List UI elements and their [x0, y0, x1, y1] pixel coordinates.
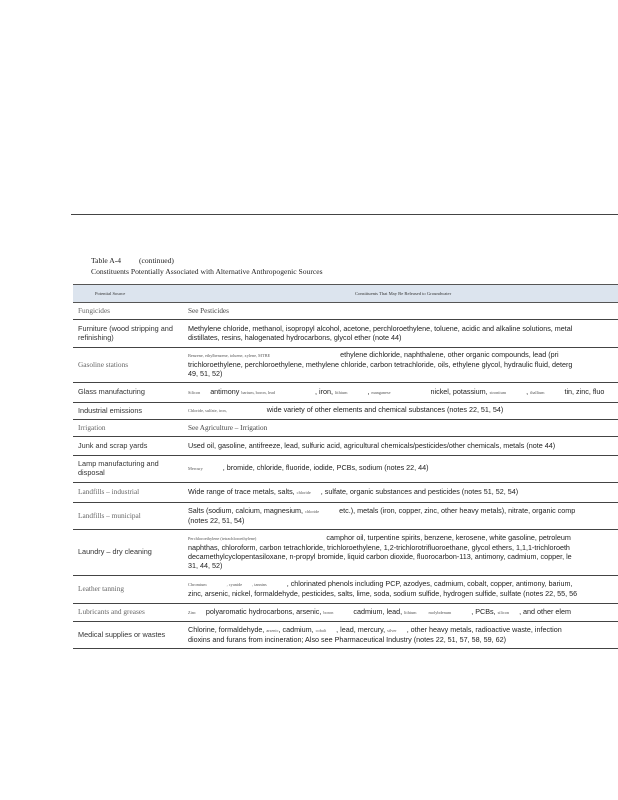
- source-cell: Laundry – dry cleaning: [78, 547, 152, 557]
- small-text: Mercury: [188, 466, 203, 472]
- constituents-cell: [183, 622, 618, 649]
- top-rule: [71, 214, 618, 215]
- constituents-text: ,: [526, 386, 529, 396]
- source-cell: Fungicides: [78, 305, 111, 315]
- table-row: [73, 604, 618, 622]
- constituents-cell: See Pesticides: [188, 306, 229, 315]
- constituents-line: 49, 51, 52): [188, 368, 223, 378]
- constituents-text: etc.), metals (iron, copper, zinc, other heavy metals), nitrate, organic comp: [339, 505, 576, 515]
- constituents-text: , PCBs,: [471, 606, 496, 616]
- constituents-cell: [183, 604, 618, 622]
- constituents-line: zinc, arsenic, nickel, formaldehyde, pesticides, salts, lime, soda, sodium sulfide, hydrogen sulfide, sulfate (notes 22, 55, 56: [188, 589, 578, 598]
- source-cell: Gasoline stations: [78, 359, 129, 369]
- constituents-line: (notes 22, 51, 54): [188, 515, 245, 525]
- small-text: chloride: [305, 508, 320, 514]
- constituents-cell: [183, 576, 618, 604]
- table-number: Table A-4: [91, 256, 122, 265]
- table-row: [73, 403, 618, 420]
- small-text: Zinc: [188, 609, 196, 615]
- small-text: Benzene, ethylbenzene, toluene, xylene, MTBE: [188, 353, 271, 359]
- source-cell: Glass manufacturing: [78, 387, 145, 397]
- small-text: chloride: [296, 489, 311, 495]
- constituents-line: naphthas, chloroform, carbon tetrachloride, trichloroethylene, 1,2-trichlorotrifluoroethane, glycol ethers, 1,1,1-trichloroeth: [188, 543, 570, 553]
- source-cell: Lubricants and greases: [78, 607, 145, 617]
- constituents-text: polyaromatic hydrocarbons, arsenic,: [205, 606, 322, 616]
- constituents-line: 31, 44, 52): [188, 560, 223, 570]
- source-cell: Landfills – industrial: [78, 487, 140, 497]
- small-text: lithium: [335, 389, 348, 395]
- constituents-text: nickel, potassium,: [430, 386, 488, 396]
- table-row: [73, 456, 618, 483]
- table-row: [73, 622, 618, 649]
- table-header-row: [73, 285, 618, 303]
- table-row: [73, 303, 618, 320]
- small-text: manganese: [371, 389, 391, 395]
- source-cell: Medical supplies or wastes: [78, 629, 166, 639]
- table-row: [73, 437, 618, 456]
- small-text: boron: [323, 609, 334, 615]
- table-row: [73, 576, 618, 604]
- source-cell: Junk and scrap yards: [78, 440, 148, 450]
- small-text: silver: [387, 627, 397, 633]
- table-caption: [91, 255, 323, 277]
- constituents-line: Methylene chloride, methanol, isopropyl alcohol, acetone, perchloroethylene, toluene, acidic and alkaline solutions, metal: [188, 323, 573, 333]
- constituents-cell: [183, 483, 618, 503]
- constituents-cell: See Agriculture – Irrigation: [188, 423, 268, 432]
- constituents-cell: [183, 383, 618, 403]
- constituents-text: Wide range of trace metals, salts,: [188, 486, 295, 496]
- table-row: [73, 320, 618, 348]
- table-title: Constituents Potentially Associated with Alternative Anthropogenic Sources: [91, 267, 323, 276]
- small-text: lithium: [404, 609, 417, 615]
- small-text: , tannins: [252, 582, 267, 588]
- constituents-text: , other heavy metals, radioactive waste, infection: [406, 624, 562, 634]
- constituents-text: camphor oil, turpentine spirits, benzene, kerosene, white gasoline, petroleum: [326, 533, 571, 543]
- small-text: Chloride, sulfate, iron,: [188, 408, 227, 414]
- constituents-text: tin, zinc, fluo: [564, 386, 605, 396]
- constituents-cell: [183, 503, 618, 530]
- source-cell: Leather tanning: [78, 584, 124, 594]
- constituents-text: ethylene dichloride, naphthalene, other organic compounds, lead (pri: [340, 350, 559, 360]
- constituents-text: antimony: [210, 386, 240, 396]
- small-text: Silicon: [188, 389, 201, 395]
- header-potential-source: Potential Source: [73, 285, 183, 303]
- small-text: arsenic: [266, 627, 279, 633]
- constituents-text: Chlorine, formaldehyde,: [188, 624, 265, 634]
- constituents-text: Salts (sodium, calcium, magnesium,: [188, 505, 304, 515]
- source-cell: Furniture (wood stripping and refinishing): [78, 323, 173, 342]
- small-text: molybdenum: [428, 609, 452, 615]
- small-text: barium, boron, lead: [241, 389, 276, 395]
- small-text: strontium: [489, 389, 507, 395]
- constituents-cell: [183, 348, 618, 383]
- small-text: silicon: [497, 609, 510, 615]
- small-text: Chromium: [188, 582, 207, 588]
- source-cell: Landfills – municipal: [78, 510, 141, 520]
- constituents-line: dioxins and furans from incineration; Also see Pharmaceutical Industry (notes 22, 51, 57, 58, 59, 62): [188, 634, 507, 644]
- table-row: [73, 383, 618, 403]
- constituents-text: cadmium, lead,: [353, 606, 403, 616]
- table-row: [73, 483, 618, 503]
- constituents-cell: Used oil, gasoline, antifreeze, lead, sulfuric acid, agricultural chemicals/pesticides/other chemicals, metals (note 44): [188, 440, 556, 450]
- table-row: [73, 530, 618, 576]
- constituents-text: , and other elem: [519, 606, 572, 616]
- constituents-text: wide variety of other elements and chemical substances (notes 22, 51, 54): [266, 405, 504, 415]
- constituents-line: distillates, resins, halogenated hydrocarbons, glycol ether (note 44): [188, 332, 402, 342]
- small-text: cobalt: [315, 627, 327, 633]
- source-cell: Industrial emissions: [78, 405, 143, 415]
- constituents-cell: [183, 403, 618, 420]
- constituents-text: , chlorinated phenols including PCP, azodyes, cadmium, cobalt, copper, antimony, barium,: [286, 579, 573, 589]
- source-cell: Irrigation: [78, 422, 106, 432]
- constituents-table: [73, 284, 618, 649]
- constituents-cell: [183, 456, 618, 483]
- table-row: [73, 503, 618, 530]
- source-cell: Lamp manufacturing and disposal: [78, 459, 159, 477]
- small-text: Perchloroethylene (tetrachloroethylene): [188, 536, 257, 542]
- constituents-line: trichloroethylene, perchloroethylene, methylene chloride, carbon tetrachloride, oils, ethylene glycol, hydraulic fluid, deterg: [188, 360, 573, 370]
- constituents-text: , bromide, chloride, fluoride, iodide, PCBs, sodium (notes 22, 44): [222, 463, 429, 473]
- constituents-text: , sulfate, organic substances and pesticides (notes 51, 52, 54): [320, 486, 519, 496]
- constituents-text: , lead, mercury,: [336, 624, 386, 634]
- constituents-cell: [183, 530, 618, 576]
- caption-number-line: [91, 255, 323, 266]
- small-text: thallium: [530, 389, 545, 395]
- constituents-text: , cadmium,: [278, 624, 314, 634]
- constituents-text: , iron,: [315, 386, 333, 396]
- constituents-text: ,: [367, 386, 370, 396]
- table-row: [73, 348, 618, 383]
- small-text: , cyanide: [226, 582, 243, 588]
- constituents-line: [188, 507, 618, 517]
- table-row: [73, 420, 618, 437]
- constituents-cell: [183, 320, 618, 348]
- table-continued: (continued): [138, 256, 174, 265]
- constituents-line: decamethylcyclopentasiloxane, n-propyl bromide, liquid carbon dioxide, fluorocarbon-113, antimony, cadmium, copper, le: [188, 552, 572, 561]
- header-constituents: Constituents That May Be Released to Groundwater: [183, 285, 618, 303]
